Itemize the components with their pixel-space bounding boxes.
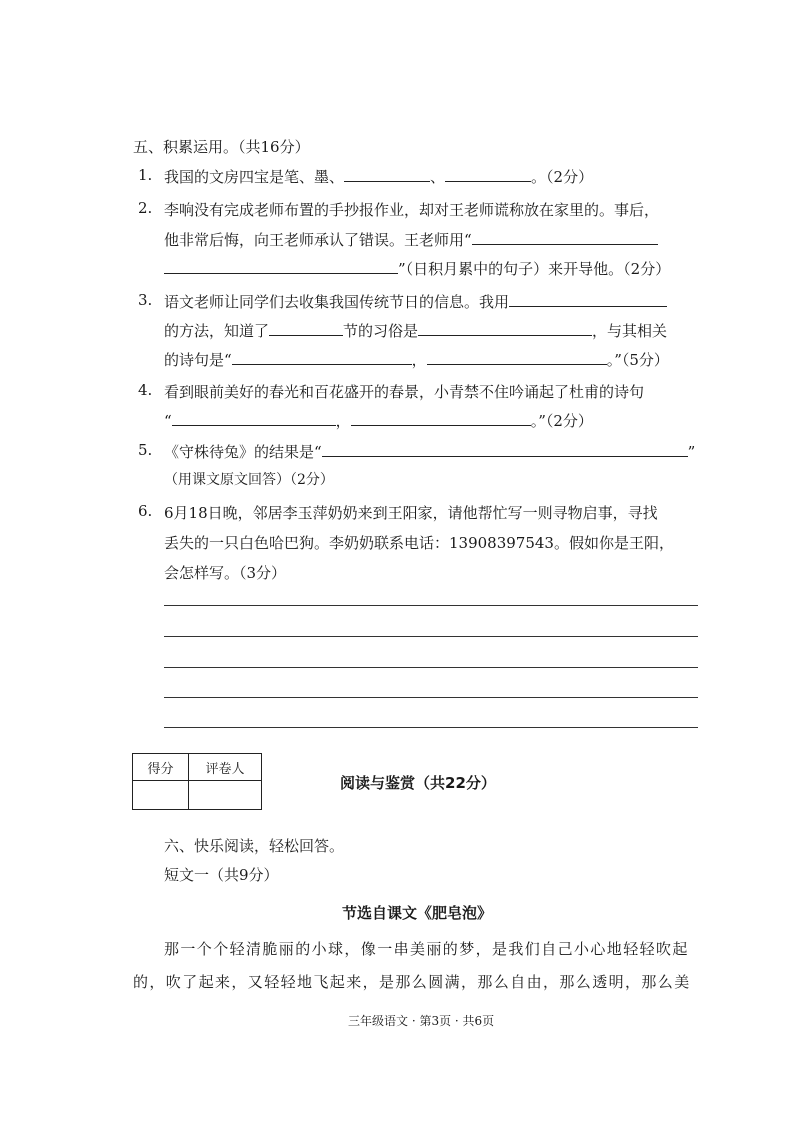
passage-line-2: 的，吹了起来，又轻轻地飞起来，是那么圆满，那么自由，那么透明，那么美 [133,973,691,991]
answer-blank[interactable] [172,411,336,426]
section-6-heading: 六、快乐阅读，轻松回答。 [164,837,345,855]
question-3-line2 [164,320,667,341]
score-header: 得分 [133,754,189,781]
question-2-line2 [164,229,658,250]
question-5 [164,441,695,462]
question-number: 3. [138,291,153,309]
score-box [132,753,262,810]
question-2-line3 [164,258,670,279]
q3-line3a: 的诗句是“ [164,351,232,369]
question-number: 2. [138,199,153,217]
writing-line[interactable] [164,667,698,668]
question-number: 6. [138,502,153,520]
q6-line3: 会怎样写。（3分） [164,564,287,582]
answer-blank[interactable] [472,230,658,245]
writing-line[interactable] [164,727,698,728]
q5-text: 《守株待兔》的结果是“ [164,443,322,461]
question-number: 5. [138,441,153,459]
q1-text: 我国的文房四宝是笔、墨、 [164,168,345,186]
passage-label: 短文一（共9分） [164,866,279,884]
answer-blank[interactable] [351,411,531,426]
question-3-line3 [164,349,669,370]
grader-header: 评卷人 [189,754,262,781]
q4-line1: 看到眼前美好的春光和百花盛开的春景，小青禁不住吟诵起了杜甫的诗句 [164,383,645,401]
score-cell[interactable] [133,781,189,810]
q1-sep: 、 [430,168,446,186]
q1-tail: 。（2分） [531,168,594,186]
q3-line3b: ， [411,351,427,369]
question-4-line2 [164,410,593,431]
grader-cell[interactable] [189,781,262,810]
q4-line2b: ， [335,412,351,430]
answer-blank[interactable] [509,292,667,307]
q6-line1: 6月18日晚，邻居李玉萍奶奶来到王阳家，请他帮忙写一则寻物启事，寻找 [164,504,658,522]
q6-line2: 丢失的一只白色哈巴狗。李奶奶联系电话：13908397543。假如你是王阳， [164,534,674,552]
reading-section-title: 阅读与鉴赏（共22分） [340,774,496,792]
answer-blank[interactable] [344,167,430,182]
answer-blank[interactable] [164,259,398,274]
q2-line3: ”（日积月累中的句子）来开导他。（2分） [398,260,671,278]
q5-note: （用课文原文回答）（2分） [164,472,334,488]
question-number: 1. [138,166,153,184]
answer-blank[interactable] [269,321,343,336]
writing-line[interactable] [164,636,698,637]
section-heading: 五、积累运用。（共16分） [133,138,310,156]
q3-line2b: 节的习俗是 [343,322,419,340]
q5-close: ” [687,443,696,461]
q3-line1: 语文老师让同学们去收集我国传统节日的信息。我用 [164,293,510,311]
q4-line2c: 。”（2分） [530,412,593,430]
q2-line1: 李响没有完成老师布置的手抄报作业，却对王老师谎称放在家里的。事后， [164,201,660,219]
answer-blank[interactable] [322,442,688,457]
q3-line2a: 的方法，知道了 [164,322,270,340]
answer-blank[interactable] [232,350,412,365]
answer-blank[interactable] [427,350,607,365]
q3-line2c: ，与其相关 [592,322,668,340]
writing-line[interactable] [164,605,698,606]
passage-title: 节选自课文《肥皂泡》 [342,904,493,922]
q2-line2: 他非常后悔，向王老师承认了错误。王老师用“ [164,231,472,249]
answer-blank[interactable] [445,167,531,182]
writing-line[interactable] [164,697,698,698]
passage-line-1: 那一个个轻清脆丽的小球，像一串美丽的梦，是我们自己小心地轻轻吹起 [164,940,689,958]
q3-line3c: 。”（5分） [606,351,669,369]
answer-blank[interactable] [418,321,592,336]
question-3-line1 [164,291,667,312]
q4-line2a: “ [164,412,172,430]
question-1 [164,166,593,187]
question-number: 4. [138,381,153,399]
page-footer: 三年级语文 · 第3页 · 共6页 [348,1014,495,1028]
